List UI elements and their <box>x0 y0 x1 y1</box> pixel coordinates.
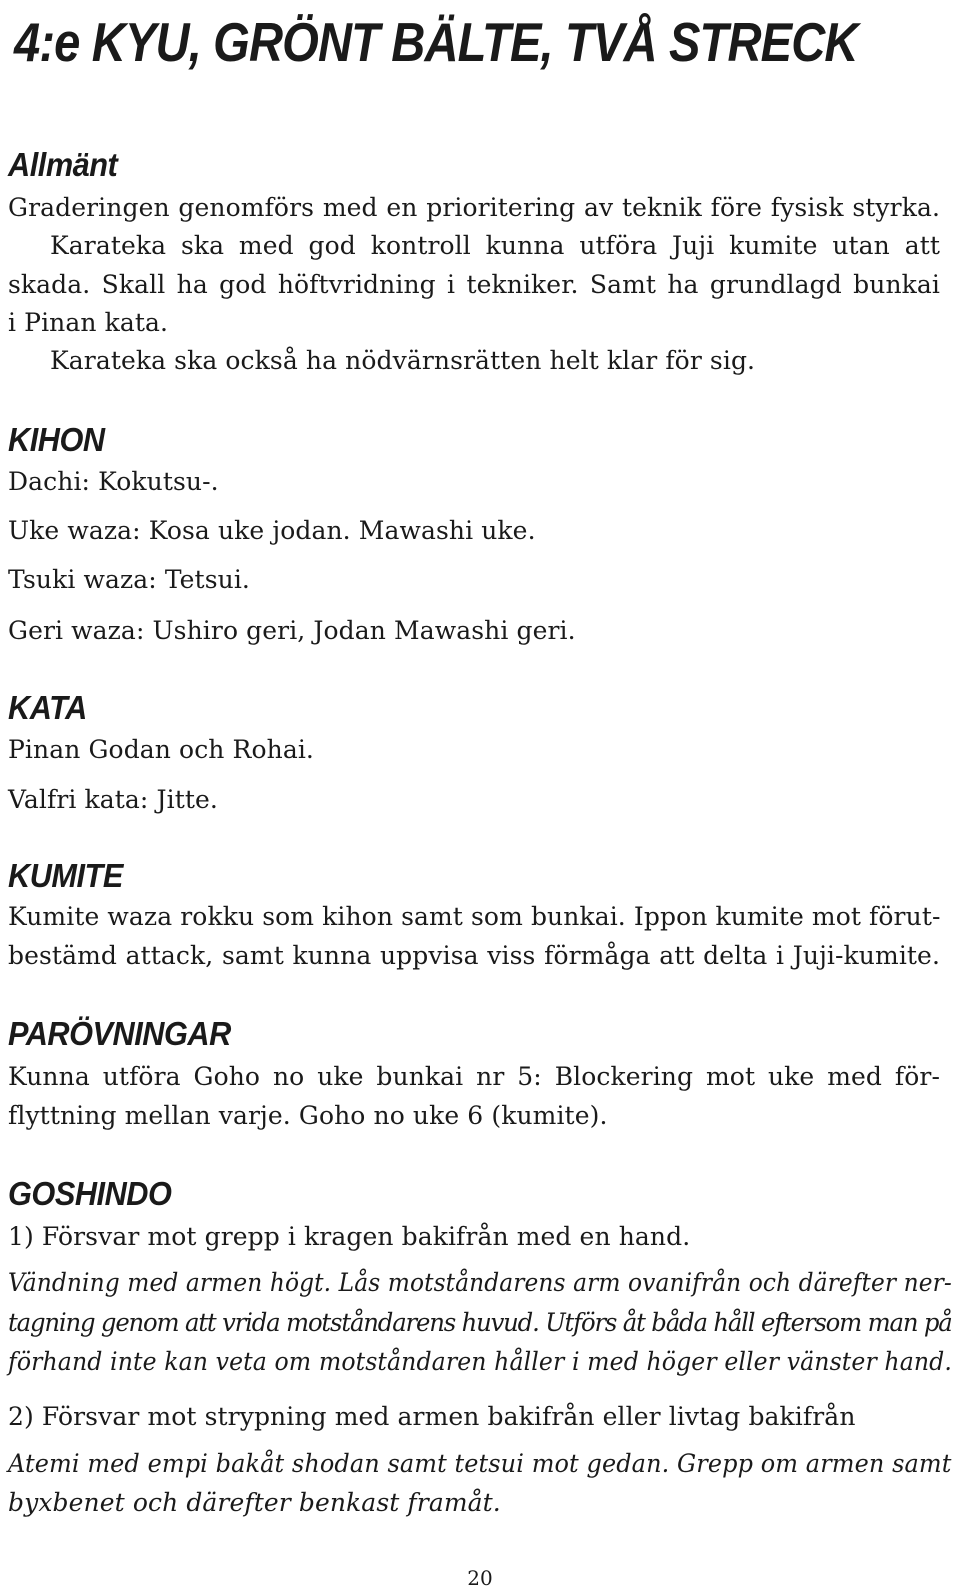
goshindo-item-1-title: 1) Försvar mot grepp i kragen bakifrån med en hand. <box>8 1222 691 1251</box>
kihon-line: Geri waza: Ushiro geri, Jodan Mawashi geri. <box>8 616 576 645</box>
goshindo-item-1-line: förhand inte kan veta om motståndaren håller i med höger eller vänster hand. <box>8 1347 952 1376</box>
goshindo-item-2-title: 2) Försvar mot strypning med armen bakifrån eller livtag bakifrån <box>8 1402 856 1431</box>
heading-allmant: Allmänt <box>8 146 118 183</box>
kihon-line: Dachi: Kokutsu-. <box>8 467 219 496</box>
heading-goshindo: GOSHINDO <box>8 1175 172 1212</box>
heading-kata: KATA <box>8 689 87 726</box>
page-title: 4:e KYU, GRÖNT BÄLTE, TVÅ STRECK <box>14 11 858 73</box>
kata-line: Pinan Godan och Rohai. <box>8 735 314 764</box>
goshindo-item-1-line: tagning genom att vrida motståndarens huvud. Utförs åt båda håll eftersom man på <box>8 1308 952 1337</box>
allmant-line: Graderingen genomförs med en prioritering av teknik före fysisk styrka. <box>8 193 940 222</box>
goshindo-item-2-line: byxbenet och därefter benkast framåt. <box>8 1488 501 1517</box>
heading-parovningar: PARÖVNINGAR <box>8 1015 231 1052</box>
allmant-line: Karateka ska också ha nödvärnsrätten helt klar för sig. <box>50 346 756 375</box>
heading-kumite: KUMITE <box>8 857 123 894</box>
page-number: 20 <box>467 1566 493 1590</box>
allmant-line: i Pinan kata. <box>8 308 169 337</box>
goshindo-item-1-line: Vändning med armen högt. Lås motståndarens arm ovanifrån och därefter ner- <box>8 1268 952 1297</box>
allmant-line: skada. Skall ha god höftvridning i tekniker. Samt ha grundlagd bunkai <box>8 270 940 299</box>
kata-line: Valfri kata: Jitte. <box>8 785 218 814</box>
parovningar-line: flyttning mellan varje. Goho no uke 6 (kumite). <box>8 1101 608 1130</box>
heading-kihon: KIHON <box>8 421 105 458</box>
kihon-line: Uke waza: Kosa uke jodan. Mawashi uke. <box>8 516 536 545</box>
parovningar-line: Kunna utföra Goho no uke bunkai nr 5: Blockering mot uke med för- <box>8 1062 940 1091</box>
allmant-line: Karateka ska med god kontroll kunna utföra Juji kumite utan att <box>50 231 940 260</box>
goshindo-item-2-line: Atemi med empi bakåt shodan samt tetsui mot gedan. Grepp om armen samt <box>8 1449 952 1478</box>
kumite-line: Kumite waza rokku som kihon samt som bunkai. Ippon kumite mot förut- <box>8 902 941 931</box>
kumite-line: bestämd attack, samt kunna uppvisa viss förmåga att delta i Juji-kumite. <box>8 941 940 970</box>
kihon-line: Tsuki waza: Tetsui. <box>8 565 250 594</box>
